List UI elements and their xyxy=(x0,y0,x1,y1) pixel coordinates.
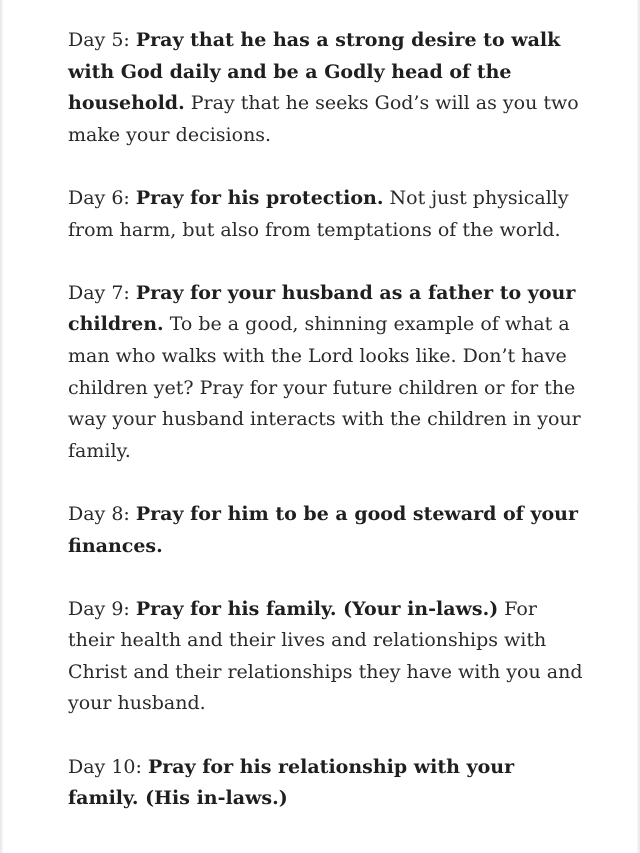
prayer-body: For their health and their lives and relationships with Christ and their relationships they have with you and your husband. xyxy=(68,597,583,715)
day-label: Day 8: xyxy=(68,502,130,525)
prayer-body: Not just physically from harm, but also from temptations of the world. xyxy=(68,186,569,241)
prayer-body: Pray that he seeks God’s will as you two make your decisions. xyxy=(68,92,579,146)
prayer-entry-day-5 xyxy=(68,25,588,151)
day-label: Day 9: xyxy=(68,597,130,620)
prayer-lead: Pray for him to be a good steward of your finances. xyxy=(68,502,579,557)
day-label: Day 6: xyxy=(68,186,130,209)
prayer-body: To be a good, shinning example of what a man who walks with the Lord looks like. Don’t have children yet? Pray for your future children or for the way your husband interacts with the children in your family. xyxy=(68,313,581,462)
prayer-entry-day-9 xyxy=(68,594,588,720)
prayer-lead: Pray for his relationship with your family. (His in-laws.) xyxy=(68,755,515,810)
prayer-entry-day-8 xyxy=(68,499,588,562)
page-edge-left xyxy=(0,0,3,853)
prayer-lead: Pray that he has a strong desire to walk with God daily and be a Godly head of the household. xyxy=(68,29,561,115)
prayer-entry-day-7 xyxy=(68,278,588,468)
day-label: Day 10: xyxy=(68,755,142,778)
prayer-entry-day-10 xyxy=(68,752,588,815)
prayer-lead: Pray for your husband as a father to your children. xyxy=(68,281,576,336)
prayer-entry-day-6 xyxy=(68,183,588,246)
prayer-lead: Pray for his protection. xyxy=(135,186,384,209)
day-label: Day 7: xyxy=(68,281,130,304)
prayer-lead: Pray for his family. (Your in-laws.) xyxy=(135,597,499,620)
article-body xyxy=(68,25,588,846)
day-label: Day 5: xyxy=(68,29,130,51)
